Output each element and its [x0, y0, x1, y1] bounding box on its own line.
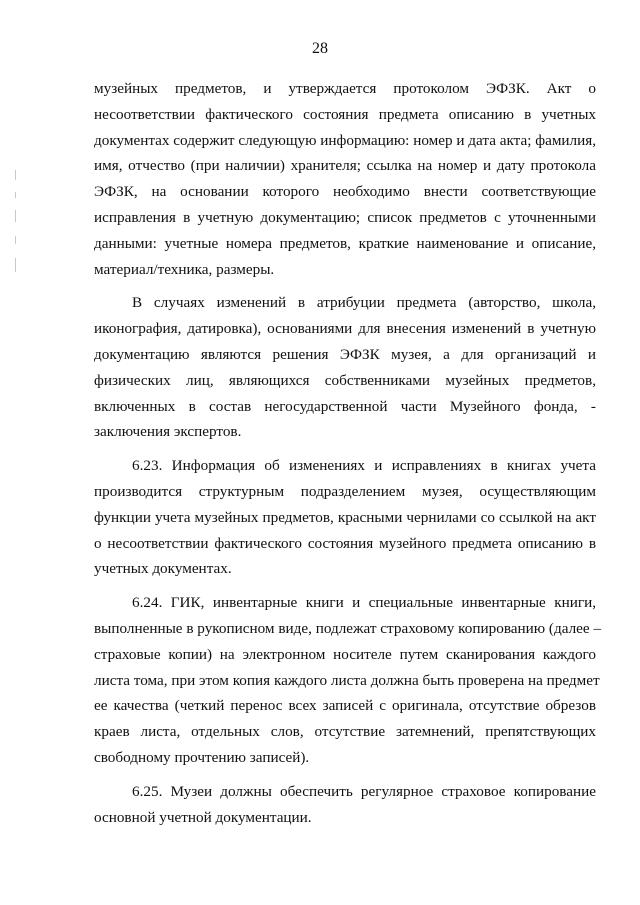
- paragraph-6-24: [94, 590, 602, 771]
- paragraph-6-23: [94, 453, 596, 582]
- text-line: свободному прочтению записей).: [94, 748, 310, 766]
- text-line: включенных в состав негосударственной части Музейного фонда, -: [94, 397, 596, 415]
- text-line: заключения экспертов.: [94, 423, 242, 441]
- paragraph-6-25: [94, 779, 596, 831]
- paragraph-attribution-changes: [94, 290, 596, 445]
- text-line: иконография, датировка), основаниями для внесения изменений в учетную: [94, 320, 596, 338]
- text-line: 6.24. ГИК, инвентарные книги и специальные инвентарные книги,: [132, 594, 596, 612]
- text-line: документах содержит следующую информацию: номер и дата акта; фамилия,: [94, 131, 597, 149]
- text-line: материал/техника, размеры.: [94, 260, 275, 278]
- text-line: производится структурным подразделением музея, осуществляющим: [94, 482, 596, 500]
- text-line: краев листа, отдельных слов, отсутствие затемнений, препятствующих: [94, 723, 596, 741]
- text-line: имя, отчество (при наличии) хранителя; ссылка на номер и дату протокола: [94, 157, 596, 175]
- text-line: музейных предметов, и утверждается протоколом ЭФЗК. Акт о: [94, 80, 596, 97]
- text-line: 6.25. Музеи должны обеспечить регулярное страховое копирование: [132, 782, 596, 800]
- paragraph-akt-contents: [94, 76, 596, 282]
- text-line: несоответствии фактического состояния предмета описанию в учетных: [94, 105, 596, 123]
- text-line: 6.23. Информация об изменениях и исправлениях в книгах учета: [132, 457, 596, 475]
- text-line: учетных документах.: [94, 560, 232, 578]
- text-line: выполненные в рукописном виде, подлежат страховому копированию (далее –: [94, 619, 602, 637]
- text-line: ее качества (четкий перенос всех записей с оригинала, отсутствие обрезов: [94, 697, 596, 715]
- text-line: данными: учетные номера предметов, краткие наименование и описание,: [94, 234, 596, 252]
- text-line: В случаях изменений в атрибуции предмета (авторство, школа,: [132, 294, 596, 312]
- text-line: о несоответствии фактического состояния музейного предмета описанию в: [94, 534, 596, 552]
- document-body: [94, 76, 602, 830]
- scan-margin-marks: [13, 170, 19, 290]
- text-line: основной учетной документации.: [94, 808, 312, 826]
- page-number: 28: [312, 40, 328, 57]
- text-line: страховые копии) на электронном носителе путем сканирования каждого: [94, 645, 596, 663]
- text-line: физических лиц, являющихся собственниками музейных предметов,: [94, 371, 596, 389]
- text-line: листа тома, при этом копия каждого листа должна быть проверена на предмет: [94, 671, 600, 689]
- text-line: функции учета музейных предметов, красными чернилами со ссылкой на акт: [94, 508, 596, 526]
- text-line: исправления в учетную документацию; список предметов с уточненными: [94, 208, 596, 226]
- text-line: ЭФЗК, на основании которого необходимо внести соответствующие: [94, 183, 596, 201]
- text-line: документацию являются решения ЭФЗК музея, а для организаций и: [94, 345, 596, 363]
